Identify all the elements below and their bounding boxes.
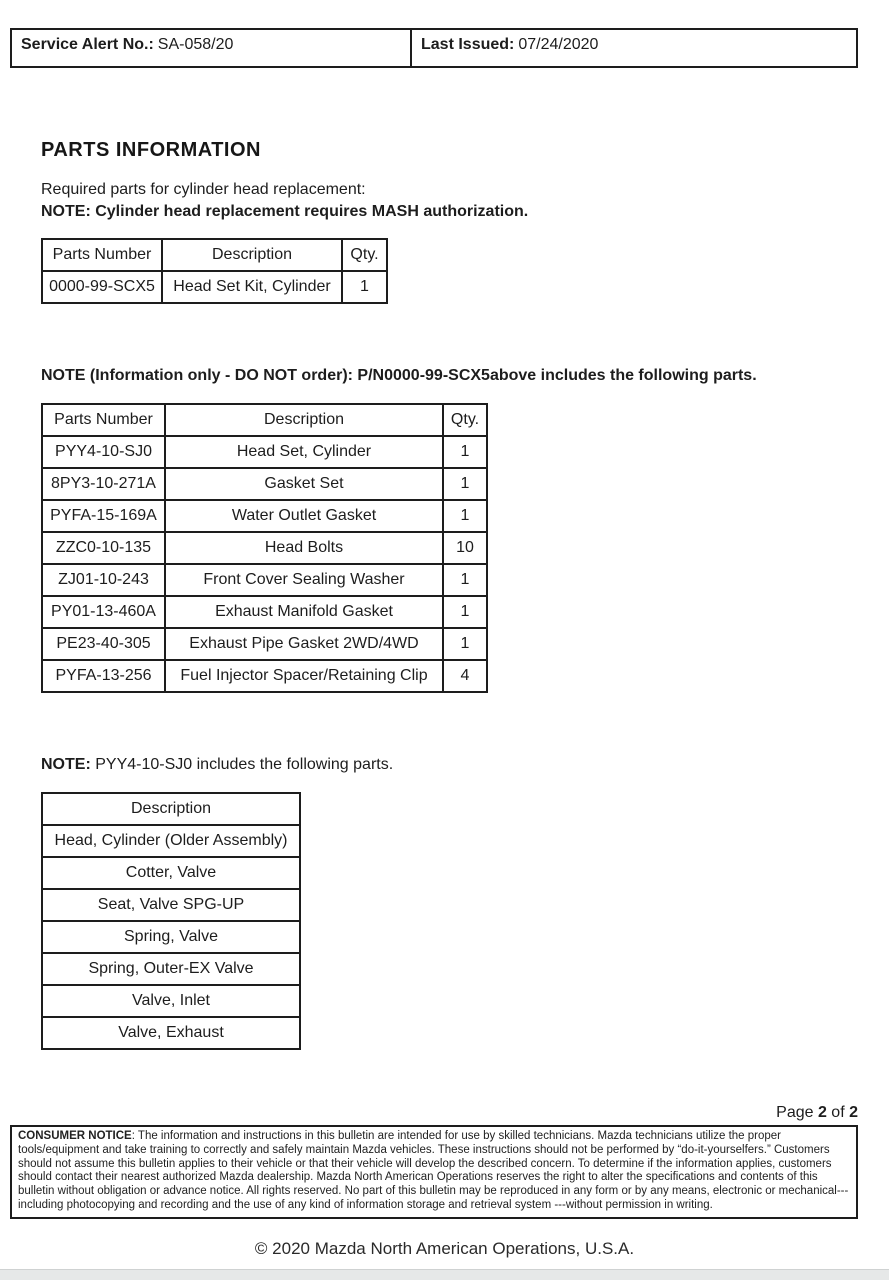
table-row <box>42 1017 300 1049</box>
qty-cell: 10 <box>443 532 487 564</box>
kit-contents-note: NOTE (Information only - DO NOT order): P/N0000-99-SCX5above includes the following parts. <box>41 367 757 384</box>
table-row <box>42 857 300 889</box>
description-cell: Fuel Injector Spacer/Retaining Clip <box>165 660 443 692</box>
page-label: Page <box>776 1104 818 1121</box>
qty-cell: 1 <box>443 564 487 596</box>
table-header-row <box>42 793 300 825</box>
consumer-notice-text: : The information and instructions in this bulletin are intended for use by skilled technicians. Mazda technicians utilize the proper tools/equipment and take training to correctly and safely maintain Mazda vehicles. These instructions should not be performed by “do-it-yourselfers.” Customers should not assume this bulletin applies to their vehicle or that their vehicle will develop the described concern. To determine if the information applies, customers should contact their nearest authorized Mazda dealership. Mazda North American Operations reserves the right to alter the specifications and contents of this bulletin without obligation or advance notice. All rights reserved. No part of this bulletin may be reproduced in any form or by any means, electronic or mechanical---including photocopying and recording and the use of any kind of information storage and retrieval system ---without permission in writing. <box>18 1130 849 1211</box>
qty-cell: 1 <box>443 628 487 660</box>
head-set-note-label: NOTE: <box>41 756 91 773</box>
table-row <box>42 468 487 500</box>
parts-number-cell: PYFA-15-169A <box>42 500 165 532</box>
parts-number-cell: 0000-99-SCX5 <box>42 271 162 303</box>
kit-contents-table <box>41 403 488 693</box>
parts-number-cell: 8PY3-10-271A <box>42 468 165 500</box>
qty-cell: 1 <box>443 468 487 500</box>
service-alert-value: SA-058/20 <box>157 36 234 53</box>
description-cell: Gasket Set <box>165 468 443 500</box>
description-cell: Cotter, Valve <box>42 857 300 889</box>
description-cell: Head Set Kit, Cylinder <box>162 271 342 303</box>
table-row <box>42 436 487 468</box>
last-issued-cell <box>412 30 856 66</box>
service-alert-header <box>10 28 858 68</box>
parts-number-cell: ZZC0-10-135 <box>42 532 165 564</box>
table-row <box>42 985 300 1017</box>
qty-cell: 1 <box>342 271 387 303</box>
page-total: 2 <box>849 1104 858 1121</box>
mash-authorization-note: NOTE: Cylinder head replacement requires MASH authorization. <box>41 203 529 220</box>
table-row <box>42 596 487 628</box>
parts-number-cell: ZJ01-10-243 <box>42 564 165 596</box>
description-cell: Water Outlet Gasket <box>165 500 443 532</box>
qty-cell: 1 <box>443 500 487 532</box>
column-header: Description <box>165 404 443 436</box>
last-issued-label: Last Issued: <box>421 36 515 53</box>
column-header: Qty. <box>342 239 387 271</box>
bottom-scrollbar[interactable] <box>0 1269 889 1280</box>
table-row <box>42 825 300 857</box>
table-row <box>42 500 487 532</box>
parts-number-cell: PYY4-10-SJ0 <box>42 436 165 468</box>
description-cell: Seat, Valve SPG-UP <box>42 889 300 921</box>
table-row <box>42 660 487 692</box>
table-row <box>42 271 387 303</box>
head-set-contents-table <box>41 792 301 1050</box>
table-row <box>42 953 300 985</box>
required-parts-table <box>41 238 388 304</box>
page-indicator <box>0 1104 858 1122</box>
parts-number-cell: PE23-40-305 <box>42 628 165 660</box>
table-row <box>42 889 300 921</box>
description-cell: Head, Cylinder (Older Assembly) <box>42 825 300 857</box>
parts-number-cell: PY01-13-460A <box>42 596 165 628</box>
column-header: Qty. <box>443 404 487 436</box>
description-cell: Exhaust Pipe Gasket 2WD/4WD <box>165 628 443 660</box>
head-set-note-text: PYY4-10-SJ0 includes the following parts. <box>90 756 394 773</box>
description-cell: Valve, Exhaust <box>42 1017 300 1049</box>
table-row <box>42 921 300 953</box>
parts-number-cell: PYFA-13-256 <box>42 660 165 692</box>
intro-text: Required parts for cylinder head replacement: <box>41 181 366 198</box>
qty-cell: 1 <box>443 596 487 628</box>
consumer-notice <box>10 1125 858 1219</box>
description-cell: Head Bolts <box>165 532 443 564</box>
consumer-notice-label: CONSUMER NOTICE <box>18 1130 132 1142</box>
service-alert-cell <box>12 30 412 66</box>
column-header: Description <box>42 793 300 825</box>
column-header: Description <box>162 239 342 271</box>
qty-cell: 4 <box>443 660 487 692</box>
table-header-row <box>42 239 387 271</box>
head-set-note <box>41 754 858 776</box>
qty-cell: 1 <box>443 436 487 468</box>
last-issued-value: 07/24/2020 <box>518 36 599 53</box>
table-header-row <box>42 404 487 436</box>
description-cell: Spring, Outer-EX Valve <box>42 953 300 985</box>
table-row <box>42 628 487 660</box>
description-cell: Spring, Valve <box>42 921 300 953</box>
column-header: Parts Number <box>42 239 162 271</box>
table-row <box>42 564 487 596</box>
page-current: 2 <box>817 1104 827 1121</box>
column-header: Parts Number <box>42 404 165 436</box>
description-cell: Front Cover Sealing Washer <box>165 564 443 596</box>
copyright-line: © 2020 Mazda North American Operations, U.S.A. <box>254 1238 635 1258</box>
table-row <box>42 532 487 564</box>
description-cell: Exhaust Manifold Gasket <box>165 596 443 628</box>
page-of-label: of <box>826 1104 850 1121</box>
page-title: PARTS INFORMATION <box>41 139 261 161</box>
description-cell: Head Set, Cylinder <box>165 436 443 468</box>
description-cell: Valve, Inlet <box>42 985 300 1017</box>
service-alert-label: Service Alert No.: <box>21 36 154 53</box>
